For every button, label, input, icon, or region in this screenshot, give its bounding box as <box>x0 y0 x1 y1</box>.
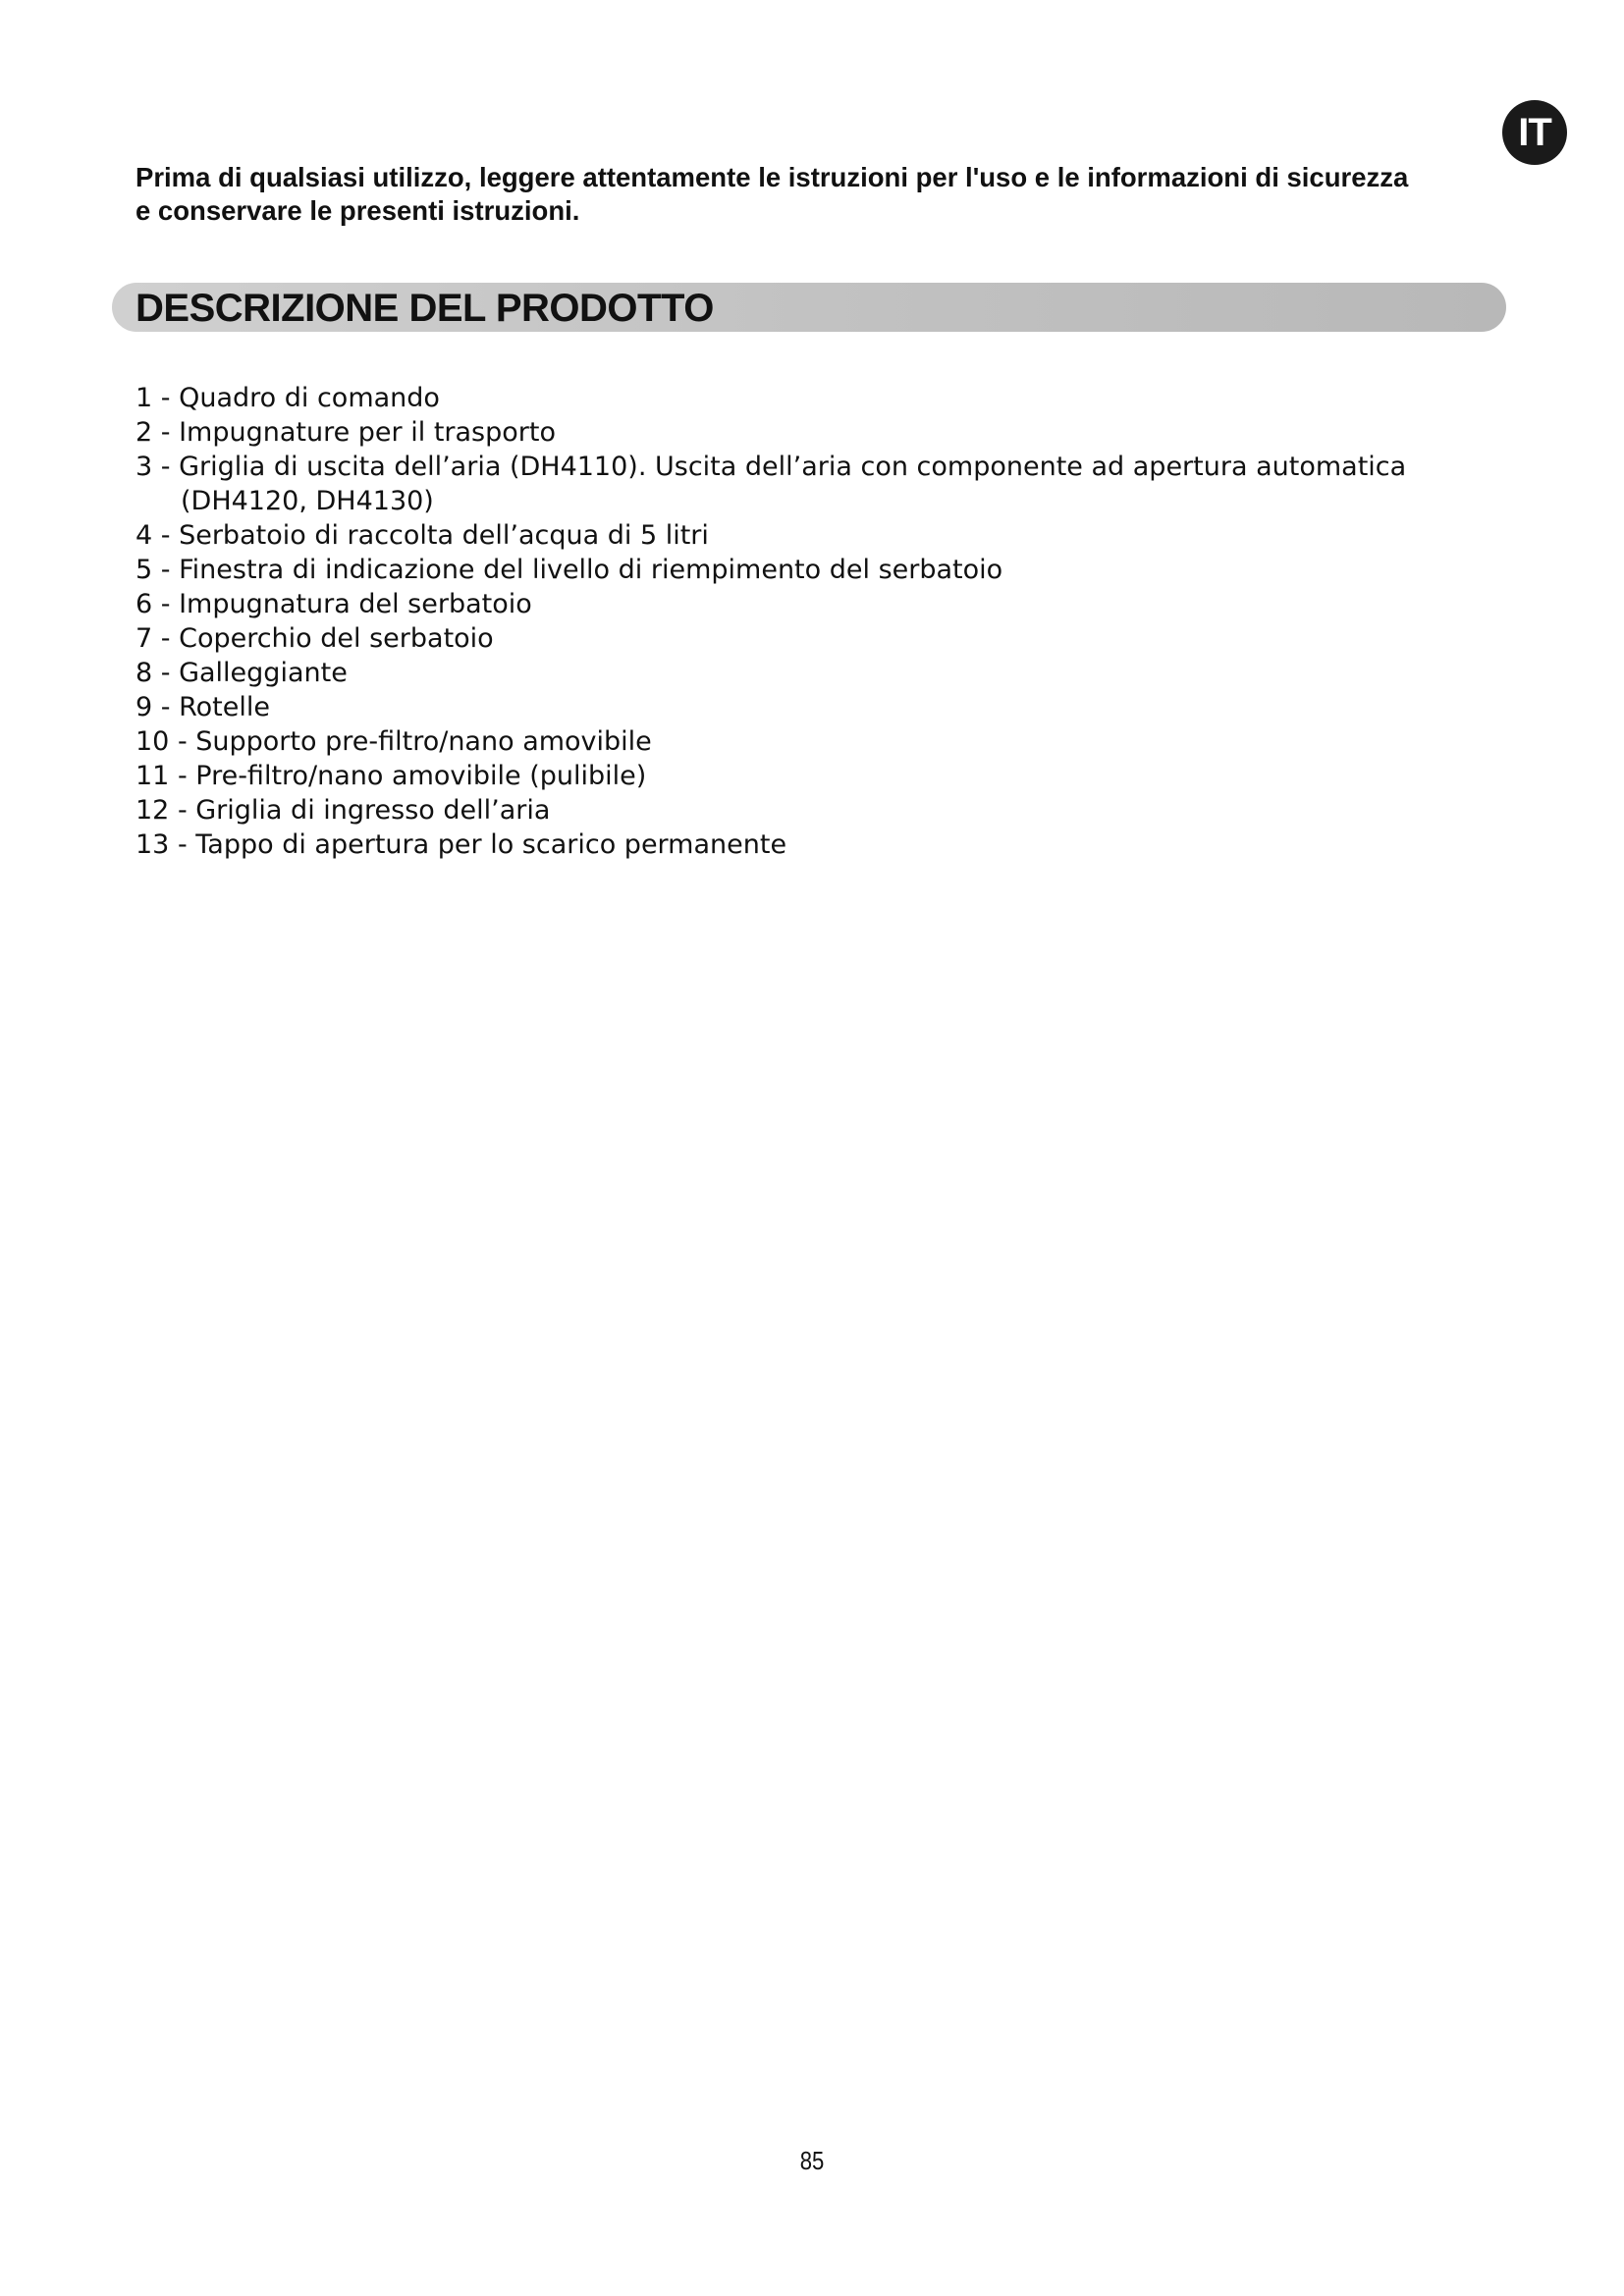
page-number: 85 <box>799 2146 825 2175</box>
section-title: DESCRIZIONE DEL PRODOTTO <box>135 287 714 330</box>
list-item: 1 - Quadro di comando <box>135 383 440 413</box>
list-item-continuation: (DH4120, DH4130) <box>181 486 434 516</box>
list-item: 10 - Supporto pre-filtro/nano amovibile <box>135 726 652 757</box>
list-item: 9 - Rotelle <box>135 692 270 722</box>
list-item: 12 - Griglia di ingresso dell’aria <box>135 795 551 826</box>
list-item: 3 - Griglia di uscita dell’aria (DH4110). Uscita dell’aria con componente ad apertura automatica <box>135 452 1407 482</box>
list-item: 7 - Coperchio del serbatoio <box>135 623 494 654</box>
intro-line-2: e conservare le presenti istruzioni. <box>135 195 580 226</box>
intro-notice <box>135 161 1510 228</box>
list-item: 5 - Finestra di indicazione del livello di riempimento del serbatoio <box>135 555 1003 585</box>
list-item: 8 - Galleggiante <box>135 658 348 688</box>
list-item: 6 - Impugnatura del serbatoio <box>135 589 532 619</box>
list-item: 4 - Serbatoio di raccolta dell’acqua di 5 litri <box>135 520 709 551</box>
language-badge: IT <box>1502 100 1567 165</box>
list-item: 13 - Tappo di apertura per lo scarico permanente <box>135 829 787 860</box>
list-item: 11 - Pre-filtro/nano amovibile (pulibile) <box>135 761 647 791</box>
parts-list <box>135 381 1510 862</box>
list-item: 2 - Impugnature per il trasporto <box>135 417 556 448</box>
intro-line-1: Prima di qualsiasi utilizzo, leggere attentamente le istruzioni per l'uso e le informazioni di sicurezza <box>135 162 1409 192</box>
